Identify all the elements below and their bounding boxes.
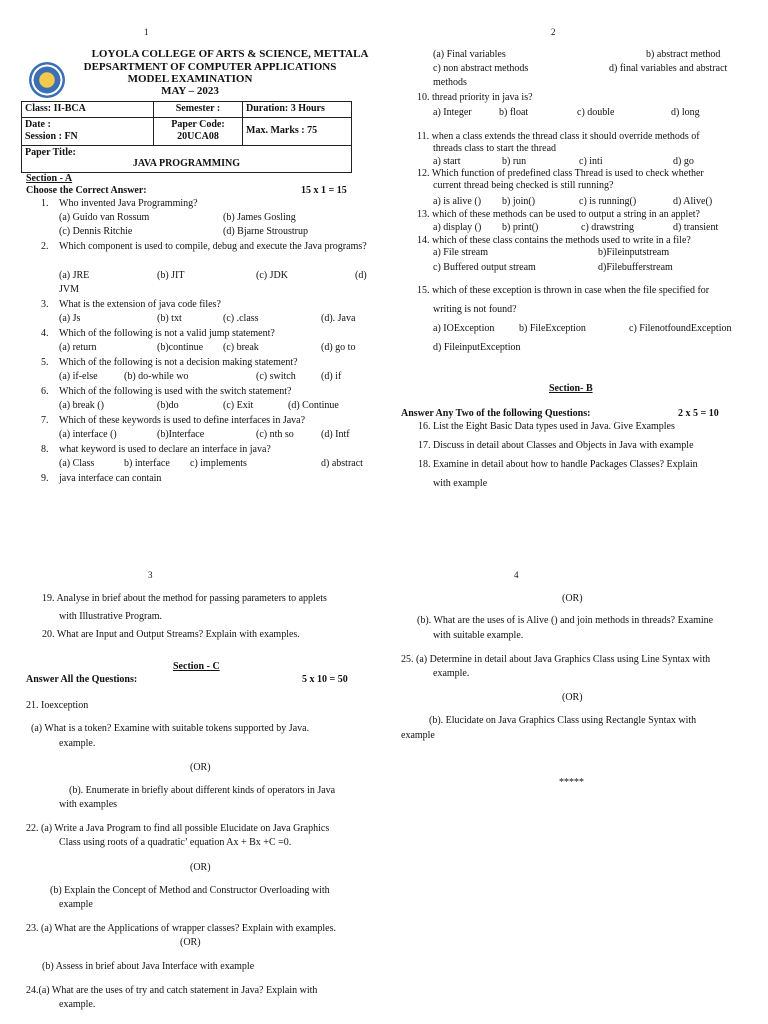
answer-option: a) start (433, 156, 461, 167)
question-text: example (59, 899, 93, 910)
answer-option: d) long (671, 107, 700, 118)
question-text: Which of the following is not a valid jump statement? (59, 328, 275, 339)
question-text: (b) Explain the Concept of Method and Constructor Overloading with (50, 885, 330, 896)
answer-option: (a) Final variables (433, 49, 506, 60)
answer-option: b) join() (502, 196, 536, 207)
answer-option: d) abstract (321, 458, 363, 469)
answer-option: (c) .class (223, 313, 259, 324)
header-table (21, 101, 352, 173)
end-marker: ***** (559, 777, 584, 788)
question-text: 18. Examine in detail about how to handle Packages Classes? Explain (418, 459, 698, 470)
question-text: What is the extension of java code files? (59, 299, 221, 310)
section-b-title: Section- B (549, 383, 593, 394)
college-name: LOYOLA COLLEGE OF ARTS & SCIENCE, METTALA (91, 48, 369, 60)
question-text: 22. (a) Write a Java Program to find all possible Elucidate on Java Graphics (26, 823, 330, 834)
answer-option: c) is running() (579, 196, 637, 207)
paper-code-label: Paper Code: (171, 118, 225, 130)
answer-option: (a) Class (59, 458, 95, 469)
or-label: (OR) (190, 762, 211, 773)
answer-option: b) interface (124, 458, 170, 469)
section-c-instruction: Answer All the Questions: (26, 674, 138, 685)
question-text: 21. Ioexception (26, 700, 89, 711)
or-label: (OR) (562, 692, 583, 703)
question-text: Which of these keywords is used to define interfaces in Java? (59, 415, 306, 426)
answer-option: (c) break (223, 342, 259, 353)
answer-option: c) double (577, 107, 615, 118)
question-text: (b). What are the uses of is Alive () and join methods in threads? Examine (417, 615, 714, 626)
question-text: Who invented Java Programming? (59, 198, 198, 209)
page-number: 2 (551, 27, 556, 37)
answer-option: (b) James Gosling (223, 212, 296, 223)
date-label: Date : (25, 118, 51, 130)
question-text: 15. which of these exception is thrown in case when the file specified for (417, 285, 710, 296)
question-text: 19. Analyse in brief about the method for passing parameters to applets (42, 593, 327, 604)
question-text: 11. when a class extends the thread class it should override methods of (417, 131, 700, 142)
class-cell: Class: II-BCA (22, 102, 154, 118)
question-text: what keyword is used to declare an interface in java? (59, 444, 271, 455)
answer-option: (b) do-while wo (124, 371, 189, 382)
session-label: Session : FN (25, 131, 78, 142)
question-text: 24.(a) What are the uses of try and catch statement in Java? Explain with (26, 985, 318, 996)
answer-option: a) Integer (433, 107, 472, 118)
answer-option: (a) JRE (59, 270, 90, 281)
answer-option: a) display () (433, 222, 482, 233)
answer-option: (c) Dennis Ritchie (59, 226, 133, 237)
question-text: (a) What is a token? Examine with suitable tokens supported by Java. (31, 723, 310, 734)
section-c-marks: 5 x 10 = 50 (302, 674, 348, 685)
answer-option: a) IOException (433, 323, 495, 334)
question-number: 2. (41, 241, 49, 252)
question-text: 14. which of these class contains the methods used to write in a file? (417, 235, 691, 246)
paper-code-cell (154, 117, 243, 145)
question-text: writing is not found? (433, 304, 517, 315)
answer-option: (a) interface () (59, 429, 117, 440)
answer-option: (b)Interface (157, 429, 205, 440)
answer-option: (a) break () (59, 400, 104, 411)
answer-option: (b)continue (157, 342, 204, 353)
question-text: with suitable example. (433, 630, 524, 641)
answer-option: (d) Intf (321, 429, 350, 440)
question-number: 1. (41, 198, 49, 209)
answer-option: a) is alive () (433, 196, 482, 207)
max-marks-cell: Max. Marks : 75 (243, 117, 352, 145)
page-number: 4 (514, 570, 519, 580)
answer-option: d) final variables and abstract (609, 63, 728, 74)
answer-option: d) go (673, 156, 694, 167)
answer-option: (d). Java (321, 313, 356, 324)
question-text: example. (59, 738, 96, 749)
department-name: DEPSARTMENT OF COMPUTER APPLICATIONS (83, 61, 337, 73)
answer-option: (d) Continue (288, 400, 339, 411)
question-text: 16. List the Eight Basic Data types used in Java. Give Examples (418, 421, 675, 432)
answer-option: (d) if (321, 371, 342, 382)
question-text: Which of the following is used with the switch statement? (59, 386, 292, 397)
page-number: 1 (144, 27, 149, 37)
question-text: (b). Enumerate in briefly about different kinds of operators in Java (69, 785, 336, 796)
or-label: (OR) (180, 937, 201, 948)
paper-title-label: Paper Title: (25, 146, 76, 158)
answer-option: (c) nth so (256, 429, 294, 440)
exam-name: MODEL EXAMINATION (127, 73, 253, 85)
answer-option: c) drawstring (581, 222, 635, 233)
question-text: with example (433, 478, 488, 489)
answer-option: (d) go to (321, 342, 356, 353)
answer-option: (a) return (59, 342, 97, 353)
answer-option: d) transient (673, 222, 719, 233)
answer-option: d) FileinputException (433, 342, 521, 353)
question-text: java interface can contain (59, 473, 162, 484)
question-text: 25. (a) Determine in detail about Java Graphics Class using Line Syntax with (401, 654, 711, 665)
question-number: 7. (41, 415, 49, 426)
answer-option: c) implements (190, 458, 247, 469)
date-session-cell (22, 117, 154, 145)
question-text: 17. Discuss in detail about Classes and Objects in Java with example (418, 440, 694, 451)
semester-cell: Semester : (154, 102, 243, 118)
answer-option: b) FileException (519, 323, 586, 334)
question-text: Which component is used to compile, debug and execute the Java programs? (59, 241, 367, 252)
answer-option: c) FilenotfoundException (629, 323, 732, 334)
page-number: 3 (148, 570, 153, 580)
question-text: Class using roots of a quadratic’ equation Ax + Bx +C =0. (59, 837, 292, 848)
question-number: 9. (41, 473, 49, 484)
answer-option: b) float (499, 107, 529, 118)
paper-title: JAVA PROGRAMMING (132, 158, 241, 169)
section-a-instruction: Choose the Correct Answer: (26, 185, 147, 196)
question-number: 6. (41, 386, 49, 397)
answer-option: (a) if-else (59, 371, 98, 382)
answer-option: d) Alive() (673, 196, 713, 207)
question-text: 13. which of these methods can be used to output a string in an applet? (417, 209, 700, 220)
paper-code: 20UCA08 (177, 131, 219, 142)
answer-option: methods (433, 77, 467, 88)
answer-option: b) abstract method (646, 49, 721, 60)
answer-option: (b) txt (157, 313, 182, 324)
question-text: current thread being checked is still running? (433, 180, 614, 191)
question-text: example (401, 730, 435, 741)
exam-month: MAY – 2023 (161, 85, 219, 97)
answer-option: (d) Bjarne Stroustrup (223, 226, 308, 237)
question-text: (b) Assess in brief about Java Interface with example (42, 961, 255, 972)
question-text: 12. Which function of predefined class Thread is used to check whether (417, 168, 704, 179)
answer-option: JVM (59, 284, 80, 295)
or-label: (OR) (562, 593, 583, 604)
question-number: 3. (41, 299, 49, 310)
answer-option: (c) switch (256, 371, 296, 382)
or-label: (OR) (190, 862, 211, 873)
answer-option: (a) Guido van Rossum (59, 212, 150, 223)
answer-option: (b)do (157, 400, 179, 411)
question-text: 20. What are Input and Output Streams? Explain with examples. (42, 629, 300, 640)
answer-option: (a) Js (59, 313, 81, 324)
section-b-marks: 2 x 5 = 10 (678, 408, 719, 419)
answer-option: b) run (502, 156, 527, 167)
question-text: with examples (59, 799, 118, 810)
question-text: Which of the following is not a decision making statement? (59, 357, 298, 368)
question-text: with Illustrative Program. (59, 611, 163, 622)
answer-option: c) non abstract methods (433, 63, 529, 74)
answer-option: c) Buffered output stream (433, 262, 536, 273)
duration-cell: Duration: 3 Hours (243, 102, 352, 118)
question-text: (b). Elucidate on Java Graphics Class using Rectangle Syntax with (429, 715, 697, 726)
answer-option: (b) JIT (157, 270, 185, 281)
question-text: threads class to start the thread (433, 143, 557, 154)
question-text: example. (433, 668, 470, 679)
question-text: example. (59, 999, 96, 1010)
question-number: 4. (41, 328, 49, 339)
section-b-instruction: Answer Any Two of the following Questions: (401, 408, 591, 419)
answer-option: b) print() (502, 222, 539, 233)
question-number: 5. (41, 357, 49, 368)
answer-option: b)Fileinputstream (598, 247, 670, 258)
answer-option: d)Filebufferstream (598, 262, 673, 273)
question-text: 10. thread priority in java is? (417, 92, 533, 103)
answer-option: (c) Exit (223, 400, 254, 411)
answer-option: c) inti (579, 156, 603, 167)
question-number: 8. (41, 444, 49, 455)
answer-option: a) File stream (433, 247, 488, 258)
paper-title-cell (22, 145, 352, 172)
section-a-title: Section - A (26, 173, 73, 184)
answer-option: (c) JDK (256, 270, 288, 281)
question-text: 23. (a) What are the Applications of wrapper classes? Explain with examples. (26, 923, 336, 934)
section-a-marks: 15 x 1 = 15 (301, 185, 347, 196)
section-c-title: Section - C (173, 661, 220, 672)
answer-option: (d) (355, 270, 367, 281)
